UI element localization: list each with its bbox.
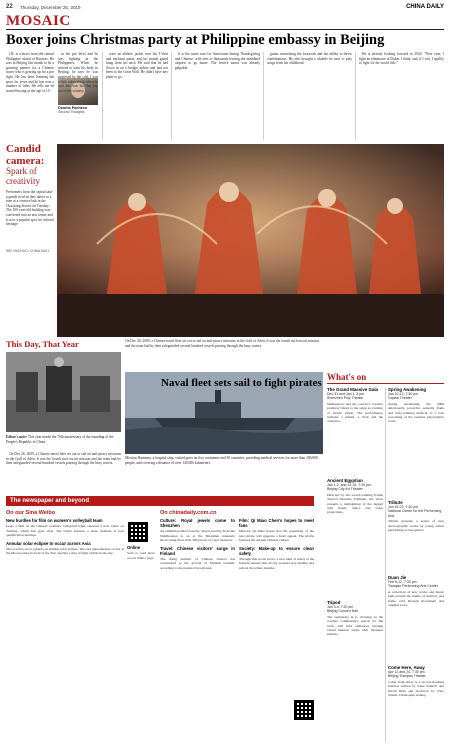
event-where: Tianqiao Performing Arts Center (388, 584, 438, 589)
column-divider (171, 52, 172, 140)
website-item-title[interactable]: Travel: Chinese visitors' surge in Finland (160, 545, 235, 556)
section-title: MOSAIC (6, 13, 71, 29)
event-where: Shenzhen Poly Theater (327, 396, 364, 401)
candid-subtitle: Spark of creativity (6, 166, 40, 186)
event-when: Apr 12 and 24, 7:30 pm (388, 670, 425, 674)
website-item-title[interactable]: Culture: Royal jewels come to Shenzhen (160, 518, 235, 528)
fleet-feature (125, 372, 323, 482)
historical-photo (6, 352, 121, 432)
masthead-brand: CHINA DAILY (406, 4, 444, 10)
whats-on-title: What's on (327, 372, 367, 382)
event-when: Dec 31 and Jan 1, 8 pm (327, 392, 365, 396)
online-label: Online (127, 545, 141, 550)
event-title: Come Here, Away (388, 665, 425, 670)
lead-col-1: J.R. is a boxer from the central Philippine island of Boracay. He was in Beijing last month to be a sparring partner for a Chinese boxer who is gearing up for a pro fight. He has been learning the sport for years and he has won a number of titles. He tells me he started boxing at the age of 15. (6, 52, 55, 93)
event-when: Jan 10-12, 7:30 pm (388, 392, 419, 396)
event-text: Spring Awakening, the 2006 emotionally powerful, sexually frank and Tony-winning musical, is a rock reworking of the German playwright's work. (388, 401, 444, 424)
event-where: Beijing Tianqiao Theater (388, 674, 426, 679)
event-title: Ancient Egyptian (327, 478, 363, 483)
event-title: The Grand Massive Gala (327, 387, 379, 392)
page-number: 22 (6, 4, 13, 10)
event-title: Duan Jie (388, 575, 407, 580)
event-when: Jan 15-22, 7:30 pm (388, 505, 419, 509)
candid-photo (57, 144, 444, 337)
lead-headline: Boxer joins Christmas party at Philippine embassy in Beijing (6, 32, 385, 48)
event-title: Tribute (388, 500, 403, 505)
event-text: A collection of new works and music built around the theme of memory and home, told through movement and original score. (388, 589, 444, 608)
event-title: Spring Awakening (388, 387, 427, 392)
website-item-text: The rising number of Chinese visitors has contributed to the growth of Finnish tourism, according to the national broadcaster. (160, 556, 235, 570)
event-where: Beijing Concert Hall (327, 609, 358, 614)
website-item-text: An exhibition titled Jewelry: Royal Jewelry from the Smithsonian is on at the Shenzhen museum, showcasing more than 300 pieces of royal treasures. (160, 529, 235, 542)
lead-col-5: guitar, mimicking the footwork and the ability to throw combinations. He also brought a ukulele he uses to play songs from his childhood. (267, 52, 352, 66)
event-text: Tribute presents a series of new choreographic works by young artists performing across genres. (388, 519, 444, 533)
whats-on-rule (327, 383, 444, 384)
event-text: Directed by the award-winning Polish director Mariusz Trelinski, the show presents a reimagining of the legend with music, dance and video projections. (327, 492, 383, 515)
this-day-caption (6, 435, 121, 444)
column-divider (102, 52, 103, 140)
byline-name: Dennis Pacheco (58, 106, 88, 110)
weibo-item-text: Leap, a film on the Chinese women's volleyball team, released a new trailer on Tuesday, which has gone viral. The trailer features a tense moment at four qualification matches. (6, 524, 124, 537)
website-item-text: Through this social move, a new kind of safety at the festival ensures that all city workers stay healthy and safe in the winter months. (239, 556, 314, 570)
fleet-headline: Naval fleet sets sail to fight pirates (161, 377, 322, 389)
event-text: Shakespeare and the concert's creative producer brings to the stage an evening of festive music. The performance includes a pianist, a choir and the orchestra. (327, 401, 383, 424)
weibo-online (127, 545, 155, 563)
this-day-title: This Day, That Year (6, 339, 79, 349)
event-when: Jan 3-4, 7:30 pm (327, 605, 354, 609)
lead-col-2a: in the pro level and he was fighting in the Philippines. When he arrived to train his body in Beijing, he says he was surprised by the cold. I was a little taken aback when he said this was his first trip out of the country. (58, 52, 99, 93)
website-item-text: Director Qi Miao hopes that the popularity of the new movie will generate a fresh appeal. The movie features the ancient Chinese culture. (239, 529, 314, 542)
lead-col-3: were an athletic jacket over his T-shirt and tracksuit pants, and his mouth guard hung from his neck. He said that he had flown in on a budget airline and had not been to the Great Wall. He didn't have any plans to go. (106, 52, 168, 79)
section-rule (6, 29, 444, 30)
event-text: Come from Away is a record-breaking musical written by Irene Sankoff and David Hein and produced by Tony winner Christopher Ashley. (388, 679, 444, 698)
candid-credit: WEI XIAOHAO / CHINA DAILY (6, 249, 50, 253)
issue-date: Thursday, December 26, 2019 (20, 5, 81, 10)
event-when: Jan 1-2, and 14-15, 7:30 pm (327, 483, 371, 487)
candid-body: Performers from the capital take a gentle twirl as they dance to a tune at a creative hub in the Chaoyang district on Tuesday. The 100-year-old building was converted into an arts center and is now a popular spot for cultural heritage. (6, 190, 54, 227)
event-item (388, 387, 444, 424)
event-text: The symphony in C, drawing on the creative community's search for the truth, will lead audiences through varied musical styles with Japanese pianists. (327, 614, 383, 637)
event-item (388, 500, 444, 532)
website-qr-code[interactable] (294, 700, 314, 720)
event-item (388, 665, 444, 697)
weibo-item-title[interactable]: New hurdles for film on women's volleyball team (6, 518, 103, 523)
event-title: Tripod (327, 600, 341, 605)
lead-col-4: It is the same case for Americans during Thanksgiving and Chinese, with tens of thousands leaving the mainland airports to go home. The festive mood was already palpable. (175, 52, 260, 70)
caption-text: This year marks the 70th anniversary of the founding of the People's Republic of China. (6, 435, 114, 444)
column-divider (385, 387, 386, 742)
weibo-subhead: On our Sina Weibo (6, 510, 56, 516)
event-when: Feb 5-12, 7:30 pm (388, 580, 417, 584)
event-item (327, 478, 383, 515)
website-item-title[interactable]: Society: Make-up to ensure clean safety (239, 545, 314, 556)
page-header (6, 4, 444, 16)
website-item-title[interactable]: Film: Qi Miao Chen's hopes to meet fans (239, 518, 314, 528)
this-day-story: On Dec 26, 2009, a Chinese naval fleet set out to sail on anti-piracy missions in the Gulf of Aden. It was the fourth such escort mission and the team had by then safeguarded several hundred vessels passing through the busy waters. (6, 452, 121, 466)
column-divider (355, 52, 356, 140)
event-where: Capital Theater (388, 396, 412, 401)
this-day-story-continued: On Dec 26, 2009, a Chinese naval fleet set out to sail on anti-piracy missions in the Gulf of Aden. It was the fourth such escort mission and the team had by then safeguarded several hundred vessels passing through the busy waters. (125, 339, 320, 348)
caption-label: Editor's note: (6, 435, 28, 439)
column-divider (263, 52, 264, 140)
event-item (388, 575, 444, 607)
event-item (327, 600, 383, 637)
weibo-item-text: The world is set to witness an annular solar eclipse. The rare phenomenon occurs as the Moon passes in front of the Sun, leaving a ring of light visible in the sky. (6, 546, 124, 555)
event-where: National Center for the Performing Arts (388, 509, 442, 518)
website-column-1 (160, 518, 235, 743)
weibo-column (6, 518, 124, 743)
weibo-item-title[interactable]: Annular solar eclipse to occur across Asia (6, 540, 91, 546)
lead-col-6: He is already looking forward to 2020. "Next year, I fight an eliminator in Dubai. I think, and, if I win, I qualify to fight for the world title." (359, 52, 444, 66)
online-note: Scan to read more on our Weibo page (127, 551, 155, 560)
newspaper-beyond-band: The newspaper and beyond (6, 496, 314, 506)
fleet-text: Mission Harmony, a hospital ship, visited ports on five continents and 30 countries, providing medical services for more than 200,000 people, and covering a distance of over 140,000 kilometers. (125, 456, 318, 465)
weibo-qr-code[interactable] (128, 522, 148, 542)
byline (58, 106, 98, 114)
candid-title: Candid camera: (6, 143, 45, 167)
event-item (327, 387, 383, 424)
event-where: Beijing City Art Theater (327, 487, 363, 492)
website-subhead: On chinadaily.com.cn (160, 510, 217, 516)
byline-role: Second Thoughts (58, 110, 85, 115)
